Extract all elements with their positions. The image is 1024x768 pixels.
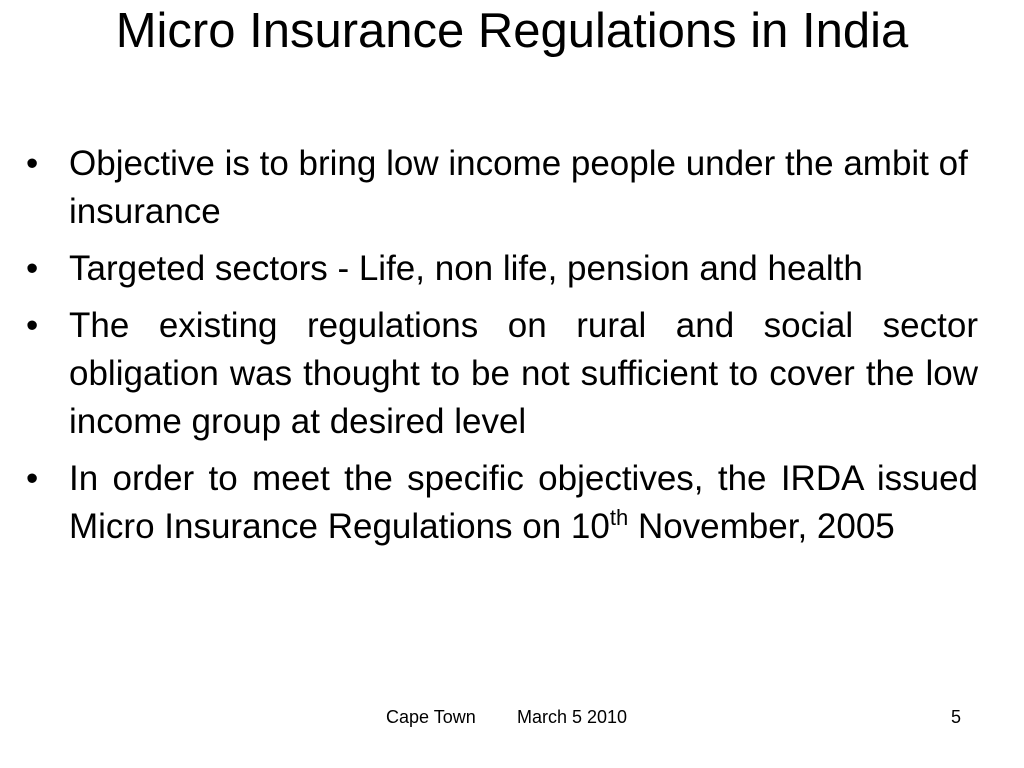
bullet-text: Objective is to bring low income people under the ambit of insurance bbox=[69, 144, 968, 231]
bullet-targeted-sectors bbox=[26, 245, 978, 293]
slide-title: Micro Insurance Regulations in India bbox=[115, 4, 909, 58]
bullet-marker: • bbox=[26, 459, 39, 498]
bullet-objective bbox=[26, 140, 978, 236]
slide-page-number: 5 bbox=[951, 707, 962, 727]
bullet-marker: • bbox=[26, 306, 39, 345]
bullet-text-before: In order to meet the specific objectives, the IRDA issued Micro Insurance Regulations on 10 bbox=[69, 459, 978, 546]
bullet-marker: • bbox=[26, 249, 39, 288]
bullet-existing-regulations bbox=[26, 302, 978, 446]
ordinal-superscript: th bbox=[609, 505, 629, 530]
bullet-text: The existing regulations on rural and social sector obligation was thought to be not sufficient to cover the low income group at desired level bbox=[69, 306, 978, 441]
bullet-text-after: November, 2005 bbox=[628, 507, 895, 546]
bullet-list bbox=[26, 140, 978, 560]
footer-date: March 5 2010 bbox=[517, 707, 628, 727]
footer-location: Cape Town bbox=[386, 707, 476, 727]
bullet-text: Targeted sectors - Life, non life, pension and health bbox=[69, 249, 863, 288]
bullet-marker: • bbox=[26, 144, 39, 183]
bullet-irda-issued bbox=[26, 455, 978, 551]
